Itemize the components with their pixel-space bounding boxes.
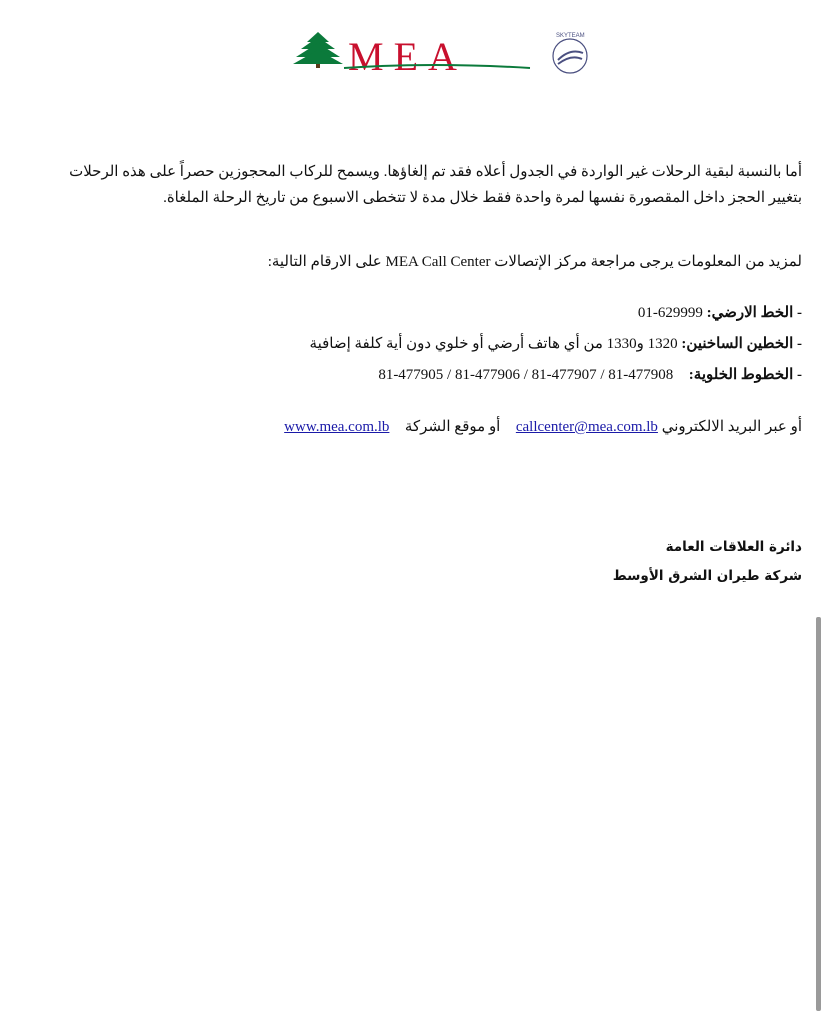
info-after-text: على الارقام التالية: xyxy=(267,254,382,270)
contact-landline xyxy=(60,298,802,329)
skyteam-icon xyxy=(553,33,587,73)
call-center-name: MEA Call Center xyxy=(385,254,491,270)
paragraph1-line2: بتغيير الحجز داخل المقصورة نفسها لمرة واحدة فقط خلال مدة لا تتخطى الاسبوع من تاريخ الرحلة الملغاة. xyxy=(163,190,802,206)
email-website-line xyxy=(60,414,802,440)
signature-company: شركة طيران الشرق الأوسط xyxy=(612,568,802,584)
hotlines-label: - الخطين الساخنين: xyxy=(681,336,802,352)
hotlines-text: 1320 و1330 من أي هاتف أرضي أو خلوي دون أية كلفة إضافية xyxy=(309,336,678,352)
info-paragraph xyxy=(60,249,802,275)
mea-logo xyxy=(292,28,602,80)
signature-block xyxy=(60,533,802,591)
landline-number: 01-629999 xyxy=(637,305,703,321)
scrollbar[interactable] xyxy=(816,617,821,1011)
landline-label: - الخط الارضي: xyxy=(706,305,802,321)
website-prefix: أو موقع الشركة xyxy=(404,419,501,435)
cancellation-paragraph xyxy=(60,159,802,211)
website-link[interactable]: www.mea.com.lb xyxy=(284,419,390,435)
paragraph1-line1: أما بالنسبة لبقية الرحلات غير الواردة في الجدول أعلاه فقد تم إلغاؤها. ويسمح للركاب المحجوزين حصراً على هذه الرحلات xyxy=(69,164,802,180)
skyteam-text: SKYTEAM xyxy=(556,33,585,39)
contact-list xyxy=(60,298,802,391)
email-link[interactable]: callcenter@mea.com.lb xyxy=(515,419,658,435)
mobile-label: - الخطوط الخلوية: xyxy=(688,367,802,383)
cedar-tree-icon xyxy=(293,32,343,68)
contact-mobile xyxy=(60,360,802,391)
contact-hotlines xyxy=(60,329,802,360)
mobile-numbers: 81-477905 / 81-477906 / 81-477907 / 81-477908 xyxy=(378,367,674,383)
logo-brand-text: MEA xyxy=(348,34,467,79)
info-before-text: لمزيد من المعلومات يرجى مراجعة مركز الإتصالات xyxy=(494,254,802,270)
signature-department: دائرة العلاقات العامة xyxy=(665,539,802,555)
email-prefix: أو عبر البريد الالكتروني xyxy=(661,419,802,435)
